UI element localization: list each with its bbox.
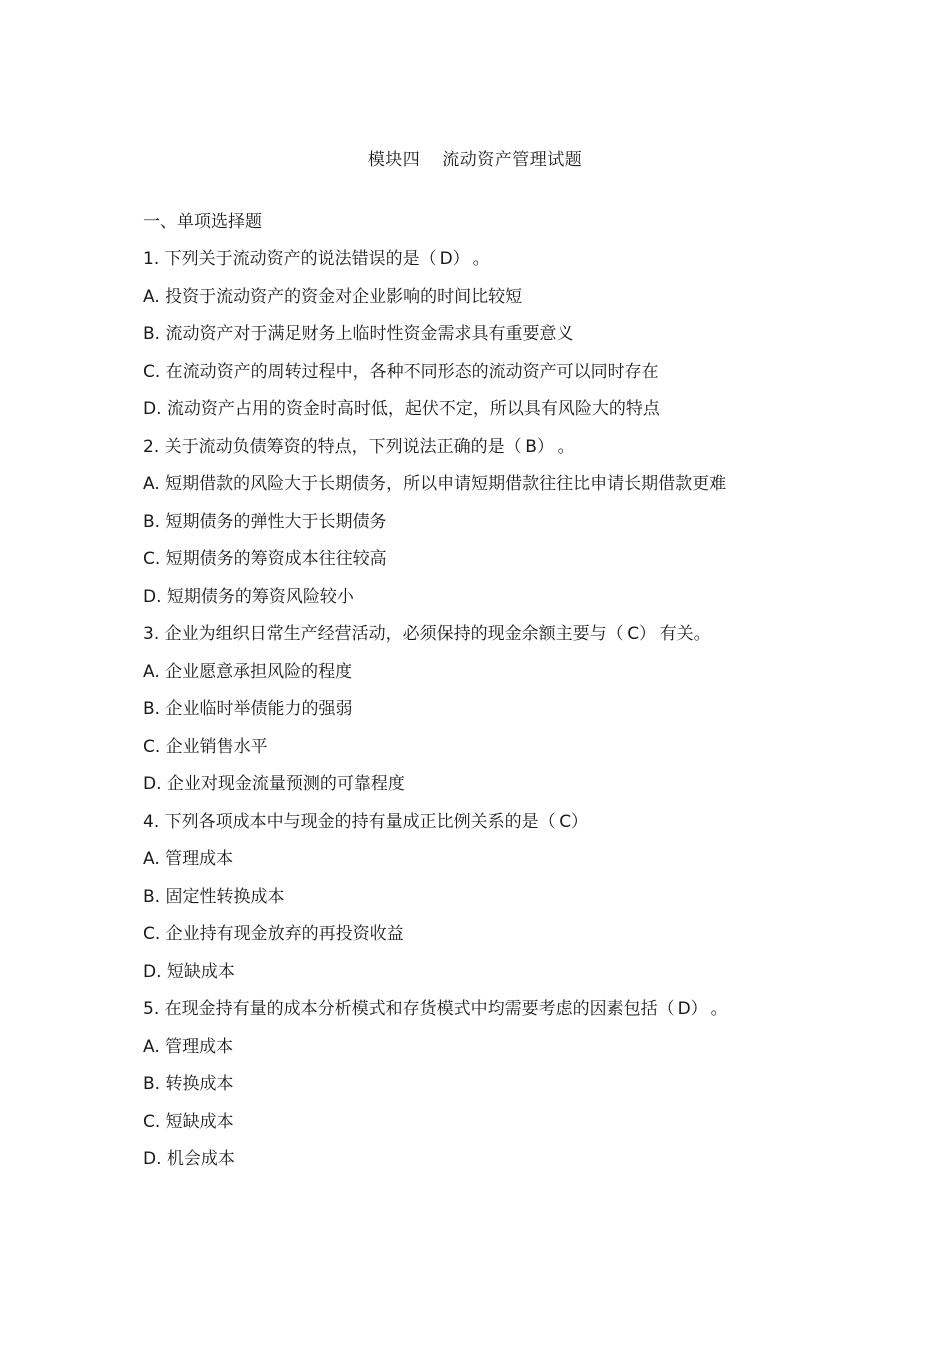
section-heading: 一、单项选择题: [143, 212, 262, 232]
question-4-option-a: A. 管理成本: [143, 849, 234, 869]
question-4-answer: C）: [559, 811, 589, 832]
question-1-answer: D）: [439, 249, 470, 269]
question-2-option-d: D. 短期债务的筹资风险较小: [143, 586, 354, 607]
question-3-stem: 3. 企业为组织日常生产经营活动，必须保持的现金余额主要与（ C） 有关。: [143, 624, 711, 644]
question-4-stem: 4. 下列各项成本中与现金的持有量成正比例关系的是（ C）: [143, 810, 843, 848]
document-title: [0, 148, 950, 172]
question-3-option-b: B. 企业临时举债能力的强弱: [143, 699, 353, 719]
question-3-option-d: D. 企业对现金流量预测的可靠程度: [143, 774, 405, 794]
question-2-answer: B）: [525, 436, 554, 457]
question-5-stem: 5. 在现金持有量的成本分析模式和存货模式中均需要考虑的因素包括（ D） 。: [143, 999, 728, 1019]
question-2-option-c: C. 短期债务的筹资成本往往较高: [143, 549, 387, 569]
question-5-option-d: D. 机会成本: [143, 1149, 235, 1169]
question-list: [143, 247, 843, 1185]
question-2-option-a: A. 短期借款的风险大于长期债务，所以申请短期借款往往比申请长期借款更难: [143, 474, 727, 494]
question-1-option-a: A. 投资于流动资产的资金对企业影响的时间比较短: [143, 286, 523, 307]
question-5-option-a: A. 管理成本: [143, 1036, 234, 1057]
question-4-option-c: C. 企业持有现金放弃的再投资收益: [143, 924, 404, 944]
question-5-option-c: C. 短缺成本: [143, 1111, 234, 1132]
question-3-answer: C）: [627, 624, 657, 644]
question-3-option-a: A. 企业愿意承担风险的程度: [143, 661, 353, 682]
question-1-option-c: C. 在流动资产的周转过程中，各种不同形态的流动资产可以同时存在: [143, 361, 659, 382]
question-3-option-c: C. 企业销售水平: [143, 736, 268, 757]
question-5-option-b: B. 转换成本: [143, 1074, 234, 1094]
question-2-stem: 2. 关于流动负债筹资的特点，下列说法正确的是（ B） 。: [143, 436, 575, 457]
question-1-stem: 1. 下列关于流动资产的说法错误的是（ D） 。: [143, 249, 490, 269]
question-1-option-d: D. 流动资产占用的资金时高时低，起伏不定，所以具有风险大的特点: [143, 399, 660, 419]
question-5-answer: D）: [677, 999, 708, 1019]
title-module: 模块四: [367, 150, 421, 170]
title-name: 流动资产管理试题: [442, 150, 583, 170]
question-4-option-d: D. 短缺成本: [143, 961, 235, 982]
question-4-option-b: B. 固定性转换成本: [143, 886, 285, 907]
question-1-option-b: B. 流动资产对于满足财务上临时性资金需求具有重要意义: [143, 324, 574, 344]
question-2-option-b: B. 短期债务的弹性大于长期债务: [143, 511, 387, 532]
